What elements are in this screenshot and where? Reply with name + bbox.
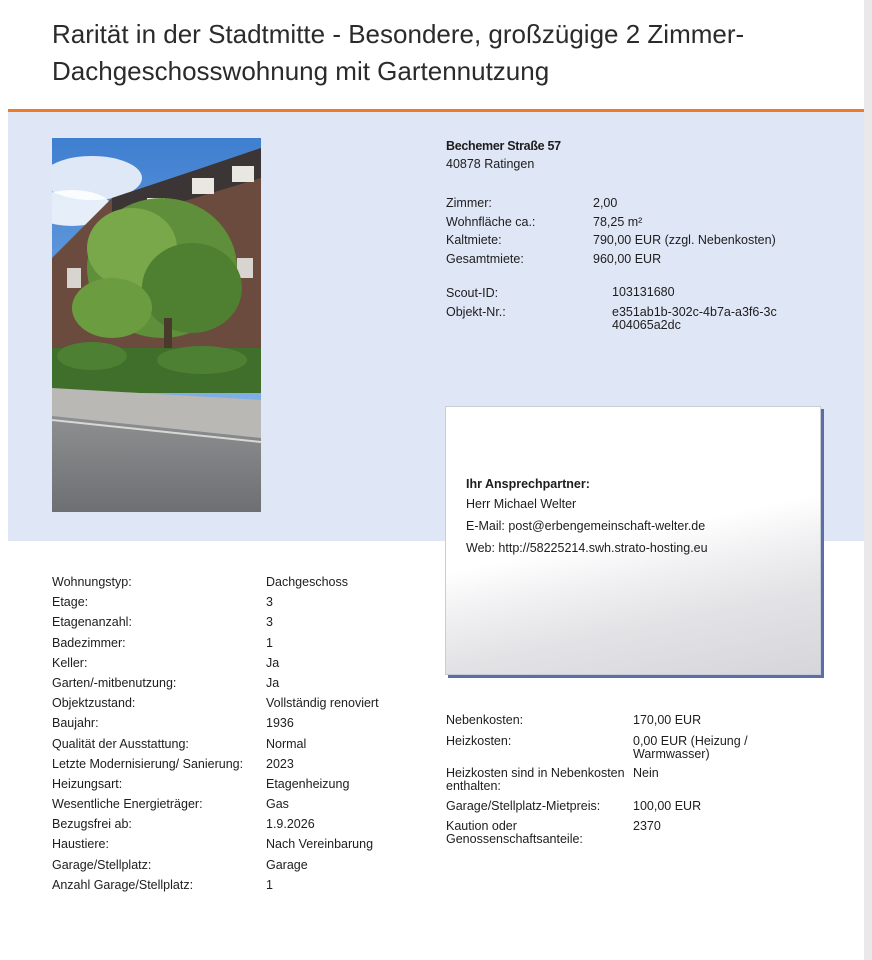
detail-value: Vollständig renoviert (266, 696, 379, 711)
cost-label: Heizkosten sind in Nebenkosten enthalten: (446, 766, 625, 793)
detail-label: Haustiere: (52, 837, 109, 852)
key-fact-label: Zimmer: (446, 196, 492, 210)
detail-label: Heizungsart: (52, 776, 123, 791)
detail-value: 1 (266, 635, 273, 650)
key-fact-value: 78,25 m² (593, 214, 643, 229)
property-photo (52, 138, 261, 512)
house-photo-icon (52, 138, 261, 512)
key-fact-label: Gesamtmiete: (446, 252, 524, 267)
detail-value: Etagenheizung (266, 776, 350, 791)
key-fact-value: 960,00 EUR (593, 252, 662, 267)
cost-value: 2370 (633, 819, 661, 833)
detail-value: 1 (266, 877, 273, 892)
detail-value: 1936 (266, 716, 294, 731)
detail-value: Ja (266, 655, 280, 670)
key-fact-value: 790,00 EUR (zzgl. Nebenkosten) (593, 233, 776, 248)
contact-name: Herr Michael Welter (466, 497, 577, 511)
detail-value: Gas (266, 797, 289, 812)
detail-value: Garage (266, 857, 308, 872)
detail-label: Letzte Modernisierung/ Sanierung: (52, 756, 244, 771)
contact-heading: Ihr Ansprechpartner: (466, 477, 590, 491)
detail-label: Keller: (52, 655, 88, 670)
address-block (446, 139, 561, 171)
cost-label: Garage/Stellplatz-Mietpreis: (446, 799, 601, 813)
detail-label: Etage: (52, 595, 89, 610)
detail-label: Garten/-mitbenutzung: (52, 675, 177, 690)
detail-label: Wohnungstyp: (52, 575, 132, 589)
detail-label: Etagenanzahl: (52, 615, 132, 630)
detail-label: Badezimmer: (52, 635, 126, 650)
detail-value: 1.9.2026 (266, 817, 315, 832)
address-city: 40878 Ratingen (446, 157, 535, 171)
cost-value: Nein (633, 766, 659, 780)
detail-label: Anzahl Garage/Stellplatz: (52, 877, 194, 892)
detail-value: 3 (266, 595, 273, 610)
detail-label: Garage/Stellplatz: (52, 857, 152, 872)
detail-label: Qualität der Ausstattung: (52, 736, 189, 751)
scout-id-label: Scout-ID: (446, 286, 499, 300)
detail-label: Wesentliche Energieträger: (52, 797, 203, 812)
key-fact-label: Wohnfläche ca.: (446, 214, 536, 229)
detail-value: Dachgeschoss (266, 575, 348, 589)
cost-value: 100,00 EUR (633, 799, 702, 813)
listing-title: Rarität in der Stadtmitte - Besondere, großzügige 2 Zimmer-Dachgeschosswohnung mit Gartennutzung (52, 19, 745, 86)
detail-value: Ja (266, 675, 280, 690)
key-fact-label: Kaltmiete: (446, 233, 502, 248)
detail-value: 2023 (266, 756, 294, 771)
detail-value: Normal (266, 736, 307, 751)
detail-label: Bezugsfrei ab: (52, 817, 132, 832)
object-number-value: e351ab1b-302c-4b7a-a3f6-3c404065a2dc (612, 304, 777, 332)
contact-card (445, 406, 821, 675)
object-number-label: Objekt-Nr.: (446, 304, 506, 319)
detail-label: Objektzustand: (52, 696, 136, 711)
cost-label: Heizkosten: (446, 734, 512, 748)
key-fact-value: 2,00 (593, 196, 618, 210)
scout-id-value: 103131680 (612, 285, 675, 299)
contact-email-link[interactable]: E-Mail: post@erbengemeinschaft-welter.de (466, 519, 706, 533)
cost-value: 0,00 EUR (Heizung / Warmwasser) (633, 734, 748, 761)
detail-label: Baujahr: (52, 716, 99, 731)
detail-value: 3 (266, 615, 273, 630)
contact-web-link[interactable]: Web: http://58225214.swh.strato-hosting.eu (466, 541, 708, 555)
address-street: Bechemer Straße 57 (446, 139, 561, 153)
cost-value: 170,00 EUR (633, 713, 702, 727)
cost-label: Nebenkosten: (446, 713, 524, 727)
detail-value: Nach Vereinbarung (266, 837, 374, 852)
cost-label: Kaution oder Genossenschaftsanteile: (446, 819, 583, 846)
